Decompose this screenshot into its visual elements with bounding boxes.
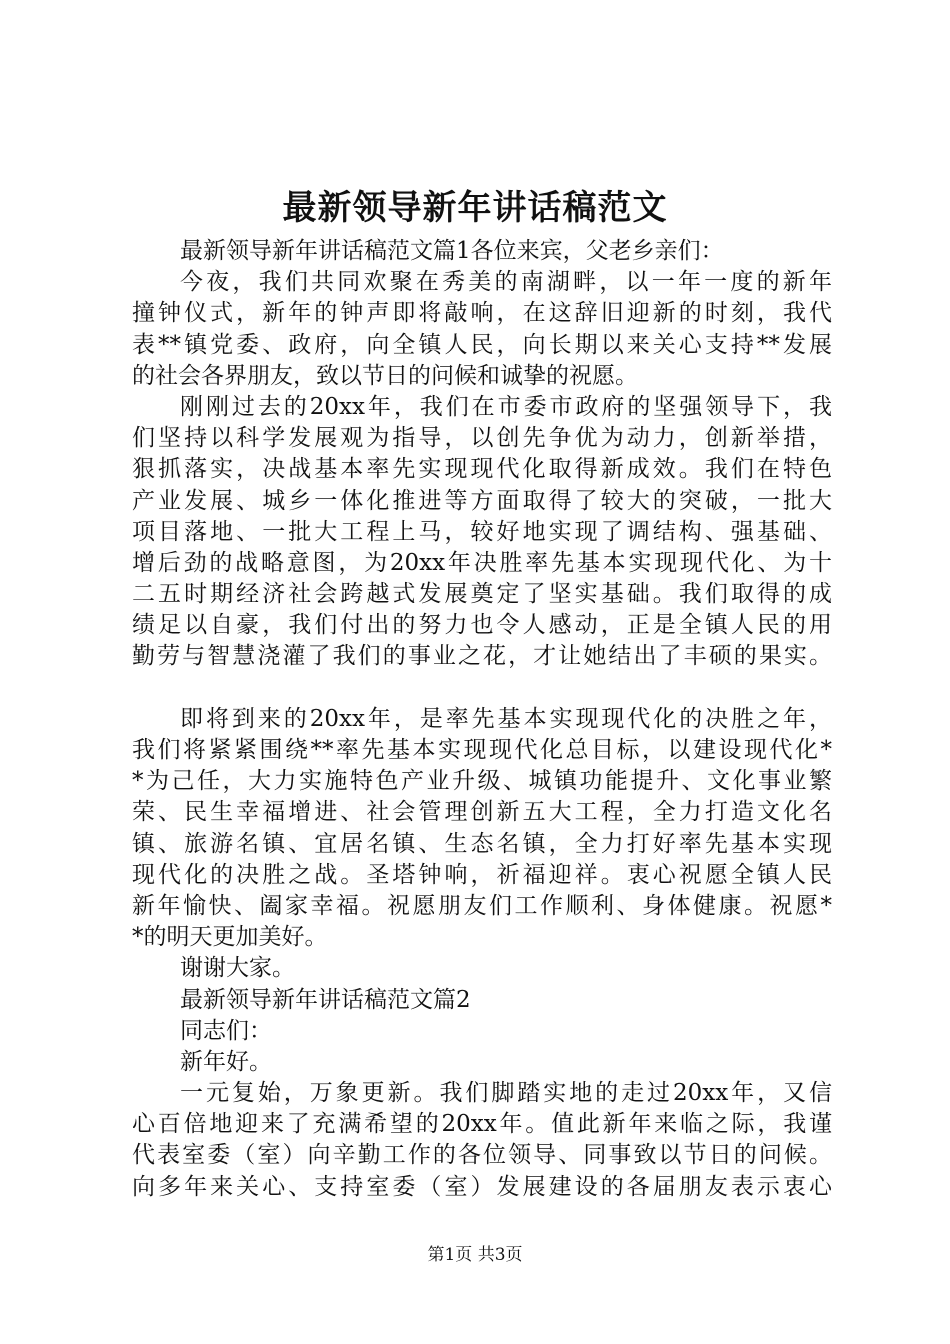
paragraph-line: 表**镇党委、政府，向全镇人民，向长期以来关心支持**发展 (132, 331, 832, 358)
paragraph-line: 代表室委（室）向辛勤工作的各位领导、同事致以节日的问候。 (132, 1142, 832, 1169)
paragraph-line: 勤劳与智慧浇灌了我们的事业之花，才让她结出了丰硕的果实。 (132, 643, 832, 670)
paragraph-line: *为己任，大力实施特色产业升级、城镇功能提升、文化事业繁 (132, 768, 832, 795)
paragraph-line: 新年愉快、阖家幸福。祝愿朋友们工作顺利、身体健康。祝愿* (132, 892, 832, 919)
paragraph-line: 增后劲的战略意图，为20xx年决胜率先基本实现现代化、为十 (132, 549, 832, 576)
paragraph-line: 即将到来的20xx年，是率先基本实现现代化的决胜之年， (180, 705, 832, 732)
paragraph-line: 项目落地、一批大工程上马，较好地实现了调结构、强基础、 (132, 518, 832, 545)
paragraph-line: 现代化的决胜之战。圣塔钟响，祈福迎祥。衷心祝愿全镇人民 (132, 861, 832, 888)
paragraph-line: 产业发展、城乡一体化推进等方面取得了较大的突破，一批大 (132, 487, 832, 514)
paragraph-line: 镇、旅游名镇、宜居名镇、生态名镇，全力打好率先基本实现 (132, 830, 832, 857)
paragraph-line: 向多年来关心、支持室委（室）发展建设的各届朋友表示衷心 (132, 1173, 832, 1200)
page-footer: 第1页 共3页 (427, 1245, 523, 1265)
document-body (132, 236, 832, 1203)
section-heading: 最新领导新年讲话稿范文篇2 (180, 986, 471, 1013)
greeting: 新年好。 (180, 1048, 272, 1075)
paragraph-line: 心百倍地迎来了充满希望的20xx年。值此新年来临之际，我谨 (132, 1111, 832, 1138)
paragraph-line: 撞钟仪式，新年的钟声即将敲响，在这辞旧迎新的时刻，我代 (132, 300, 832, 327)
paragraph-line: 今夜，我们共同欢聚在秀美的南湖畔，以一年一度的新年 (180, 269, 832, 296)
paragraph-line: 一元复始，万象更新。我们脚踏实地的走过20xx年，又信 (180, 1080, 832, 1107)
paragraph-line: 绩足以自豪，我们付出的努力也令人感动，正是全镇人民的用 (132, 612, 832, 639)
paragraph-line: 二五时期经济社会跨越式发展奠定了坚实基础。我们取得的成 (132, 581, 832, 608)
paragraph-line: 我们将紧紧围绕**率先基本实现现代化总目标，以建设现代化* (132, 737, 832, 763)
paragraph-line: *的明天更加美好。 (132, 924, 328, 951)
paragraph-line: 狠抓落实，决战基本率先实现现代化取得新成效。我们在特色 (132, 456, 832, 483)
paragraph-line: 的社会各界朋友，致以节日的问候和诚挚的祝愿。 (132, 362, 638, 389)
salutation: 同志们： (180, 1017, 272, 1044)
document-title: 最新领导新年讲话稿范文 (282, 188, 668, 228)
paragraph-line: 最新领导新年讲话稿范文篇1各位来宾，父老乡亲们： (180, 238, 724, 264)
blank-line (132, 673, 832, 704)
paragraph-line: 荣、民生幸福增进、社会管理创新五大工程，全力打造文化名 (132, 799, 832, 826)
paragraph-line: 刚刚过去的20xx年，我们在市委市政府的坚强领导下，我 (180, 393, 832, 420)
paragraph-line: 们坚持以科学发展观为指导，以创先争优为动力，创新举措， (132, 425, 832, 452)
paragraph-line: 谢谢大家。 (180, 955, 295, 982)
